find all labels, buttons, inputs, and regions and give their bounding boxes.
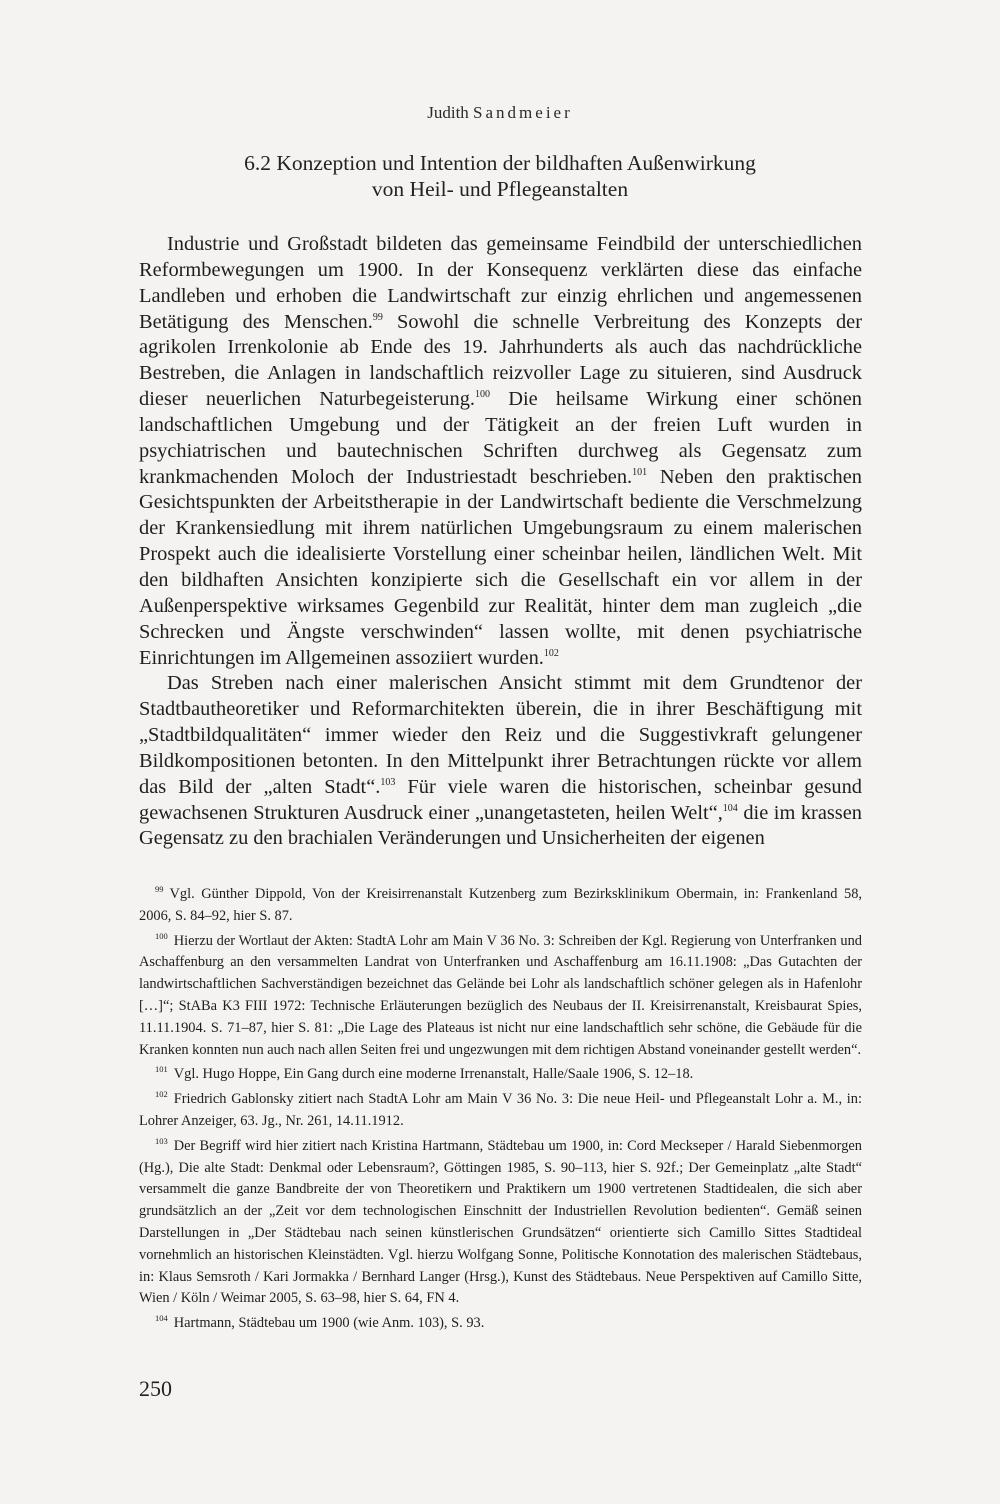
section-title-line-2: von Heil- und Pflegeanstalten xyxy=(371,177,629,201)
paragraph-1 xyxy=(139,232,862,671)
section-title-line-1: 6.2 Konzeption und Intention der bildhaften Außenwirkung xyxy=(244,151,756,175)
body-text xyxy=(139,232,862,852)
footnote-ref-103[interactable]: 103 xyxy=(380,776,396,788)
paragraph-1-part-1: Industrie und Großstadt bildeten das gemeinsame Feindbild der unterschiedlichen Reformbewegungen um 1900. In der Konsequenz verklärten diese das einfache Landleben und erhoben die Landwirtschaft zur einzig ehrlichen und angemessenen Betätigung des Menschen. xyxy=(139,233,862,333)
footnote xyxy=(139,1136,862,1310)
footnotes xyxy=(139,884,862,1338)
footnote-ref-100[interactable]: 100 xyxy=(474,389,490,401)
footnote-ref-104[interactable]: 104 xyxy=(722,802,738,814)
footnote xyxy=(139,1313,862,1335)
footnote xyxy=(139,1089,862,1133)
paragraph-1-part-3: Die heilsame Wirkung einer schönen landschaftlichen Umgebung und der Tätigkeit an der freien Luft wurden in psychiatrischen und bautechnischen Schriften durchweg als Gegensatz zum krankmachenden Moloch der Industriestadt beschrieben. xyxy=(139,388,862,488)
running-header xyxy=(0,103,1000,123)
footnote-text: Vgl. Hugo Hoppe, Ein Gang durch eine moderne Irrenanstalt, Halle/Saale 1906, S. 12–18. xyxy=(173,1066,694,1083)
paragraph-2-part-3: die im krassen Gegensatz zu den brachialen Veränderungen und Unsicherheiten der eigenen xyxy=(139,801,862,850)
page-number: 250 xyxy=(139,1376,172,1401)
section-title xyxy=(140,150,860,202)
header-author-first: Judith xyxy=(427,103,469,122)
footnote-number: 99 xyxy=(155,884,164,894)
footnote-ref-102[interactable]: 102 xyxy=(543,647,559,659)
paragraph-2-part-2: Für viele waren die historischen, scheinbar gesund gewachsenen Strukturen Ausdruck einer „unangetasteten, heilen Welt“, xyxy=(139,775,862,824)
footnote-text: Der Begriff wird hier zitiert nach Kristina Hartmann, Städtebau um 1900, in: Cord Meckseper / Harald Siebenmorgen (Hg.), Die alte Stadt: Denkmal oder Lebensraum?, Göttingen 1985, S. 90–113, hier S. 92f.; Der Gemeinplatz „alte Stadt“ versammelt die ganze Bandbreite der von Theoretikern und Praktikern um 1900 vertretenen Stadtidealen, die sich aber grundsätzlich an der „Zeit vor dem technologischen Einschnitt der Industriellen Revolution bedienten“. Gemäß seinen Darstellungen in „Der Städtebau nach seinen künstlerischen Grundsätzen“ orientierte sich Camillo Sittes Stadtideal vornehmlich an historischen Kleinstädten. Vgl. hierzu Wolfgang Sonne, Politische Konnotation des malerischen Städtebaus, in: Klaus Semsroth / Kari Jormakka / Bernhard Langer (Hrsg.), Kunst des Städtebaus. Neue Perspektiven auf Camillo Sitte, Wien / Köln / Weimar 2005, S. 63–98, hier S. 64, FN 4. xyxy=(139,1137,862,1307)
footnote-text: Hartmann, Städtebau um 1900 (wie Anm. 103), S. 93. xyxy=(173,1315,485,1332)
header-author-last: Sandmeier xyxy=(473,103,573,122)
footnote-text: Hierzu der Wortlaut der Akten: StadtA Lohr am Main V 36 No. 3: Schreiben der Kgl. Regierung von Unterfranken und Aschaffenburg an den versammelten Landrat von Unterfranken und Aschaffenburg am 16.11.1908: „Das Gutachten der landwirtschaftlichen Sachverständigen bezeichnet das Gelände bei Lohr als landschaftlich schöner gelegen als in Hafenlohr […]“; StABa K3 FIII 1972: Technische Erläuterungen bezüglich des Neubaus der II. Kreisirrenanstalt, Kreisbaurat Spies, 11.11.1904. S. 71–87, hier S. 81: „Die Lage des Plateaus ist nicht nur eine landschaftlich sehr schöne, die Gebäude für die Kranken konnten nun auch nach allen Seiten frei und ungezwungen mit dem richtigen Abstand voneinander gestellt werden“. xyxy=(139,932,862,1058)
footnote-number: 101 xyxy=(155,1064,168,1075)
footnote-number: 102 xyxy=(155,1089,168,1100)
paragraph-1-part-4: Neben den praktischen Gesichtspunkten der Arbeitstherapie in der Landwirtschaft bediente die Verschmelzung der Krankensiedlung mit ihrem natürlichen Umgebungsraum zu einem malerischen Prospekt auch die idealisierte Vorstellung einer scheinbar heilen, ländlichen Welt. Mit den bildhaften Ansichten konzipierte sich die Gesellschaft ein vor allem in der Außenperspektive wirksames Gegenbild zur Realität, hinter dem man zugleich „die Schrecken und Ängste verschwinden“ lassen wollte, mit denen psychiatrische Einrichtungen im Allgemeinen assoziiert wurden. xyxy=(139,465,862,669)
footnote-number: 100 xyxy=(155,930,168,941)
footnote-ref-99[interactable]: 99 xyxy=(372,311,383,323)
footnote xyxy=(139,884,862,928)
paragraph-1-part-2: Sowohl die schnelle Verbreitung des Konzepts der agrikolen Irrenkolonie ab Ende des 19. Jahrhunderts als auch das nachdrückliche Bestreben, die Anlagen in landschaftlich reizvoller Lage zu situieren, sind Ausdruck dieser neuerlichen Naturbegeisterung. xyxy=(139,310,862,411)
paragraph-2-part-1: Das Streben nach einer malerischen Ansicht stimmt mit dem Grundtenor der Stadtbautheoretiker und Reformarchitekten überein, die in ihrer Beschäftigung mit „Stadtbildqualitäten“ immer wieder den Reiz und die Suggestivkraft gelungener Bildkompositionen betonten. In den Mittelpunkt ihrer Betrachtungen rückte vor allem das Bild der „alten Stadt“. xyxy=(139,672,862,798)
footnote-number: 103 xyxy=(155,1135,168,1146)
footnote xyxy=(139,931,862,1062)
footnote xyxy=(139,1064,862,1086)
footnote-text: Vgl. Günther Dippold, Von der Kreisirrenanstalt Kutzenberg zum Bezirksklinikum Obermain, in: Frankenland 58, 2006, S. 84–92, hier S. 87. xyxy=(139,886,862,924)
footnote-number: 104 xyxy=(155,1313,168,1324)
footnote-ref-101[interactable]: 101 xyxy=(632,466,648,478)
footnote-text: Friedrich Gablonsky zitiert nach StadtA Lohr am Main V 36 No. 3: Die neue Heil- und Pflegeanstalt Lohr a. M., in: Lohrer Anzeiger, 63. Jg., Nr. 261, 14.11.1912. xyxy=(139,1091,862,1129)
paragraph-2 xyxy=(139,671,862,852)
